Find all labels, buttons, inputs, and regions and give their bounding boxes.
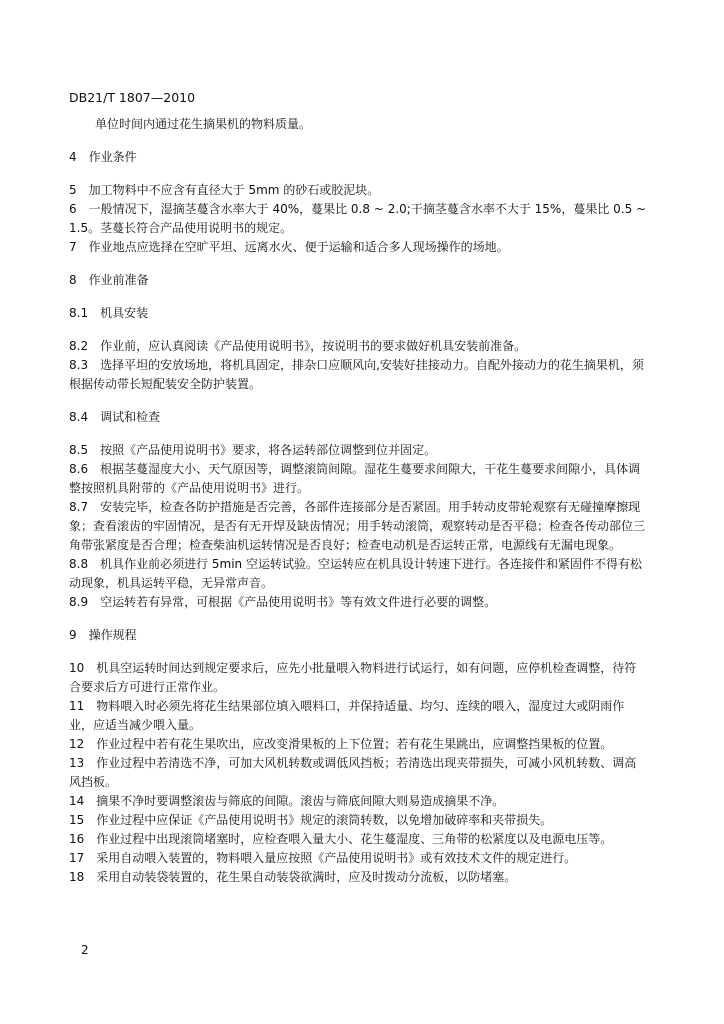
clause-12: 12 作业过程中若有花生果吹出，应改变滑果板的上下位置；若有花生果跳出，应调整挡果板的位置。 (69, 737, 613, 751)
section-4-heading: 4 作业条件 (69, 150, 137, 164)
standard-code: DB21/T 1807—2010 (69, 90, 196, 105)
clause-14: 14 摘果不净时要调整滚齿与筛底的间隙。滚齿与筛底间隙大则易造成摘果不净。 (69, 794, 505, 808)
subsection-8-1-heading: 8.1 机具安装 (69, 306, 149, 320)
clause-8-2: 8.2 作业前，应认真阅读《产品使用说明书》，按说明书的要求做好机具安装前准备。 (69, 339, 527, 353)
subsection-8-4-heading: 8.4 调试和检查 (69, 410, 161, 424)
clause-8-3: 8.3 选择平坦的安放场地，将机具固定，排杂口应顺风向,安装好挂接动力。自配外接动力的花生摘果机，须根据传动带长短配装安全防护装置。 (69, 358, 644, 391)
clause-6: 6 一般情况下，湿摘茎蔓含水率大于 40%，蔓果比 0.8 ~ 2.0;干摘茎蔓含水率不大于 15%，蔓果比 0.5 ~ 1.5。茎蔓长符合产品使用说明书的规定。 (69, 202, 647, 235)
section-8-heading: 8 作业前准备 (69, 273, 149, 287)
clause-8-8: 8.8 机具作业前必须进行 5min 空运转试验。空运转应在机具设计转速下进行。各连接件和紧固件不得有松动现象，机具运转平稳，无异常声音。 (69, 557, 642, 590)
definition-text: 单位时间内通过花生摘果机的物料质量。 (95, 117, 312, 131)
section-9-heading: 9 操作规程 (69, 628, 137, 642)
clause-10: 10 机具空运转时间达到规定要求后，应先小批量喂入物料进行试运行，如有问题，应停机检查调整，待符合要求后方可进行正常作业。 (69, 661, 637, 694)
clause-13: 13 作业过程中若清选不净，可加大风机转数或调低风挡板；若清选出现夹带损失，可减小风机转数、调高风挡板。 (69, 756, 637, 789)
clause-15: 15 作业过程中应保证《产品使用说明书》规定的滚筒转数，以免增加破碎率和夹带损失。 (69, 813, 553, 827)
clause-18: 18 采用自动装袋装置的，花生果自动装袋欲满时，应及时拨动分流板，以防堵塞。 (69, 870, 517, 884)
clause-8-9: 8.9 空运转若有异常，可根据《产品使用说明书》等有效文件进行必要的调整。 (69, 595, 497, 609)
document-body (69, 115, 647, 887)
page-number: 2 (81, 943, 89, 957)
clause-16: 16 作业过程中出现滚筒堵塞时，应检查喂入量大小、花生蔓湿度、三角带的松紧度以及电源电压等。 (69, 832, 613, 846)
clause-17: 17 采用自动喂入装置的，物料喂入量应按照《产品使用说明书》或有效技术文件的规定进行。 (69, 851, 577, 865)
clause-8-5: 8.5 按照《产品使用说明书》要求，将各运转部位调整到位并固定。 (69, 443, 437, 457)
clause-5: 5 加工物料中不应含有直径大于 5mm 的砂石或胶泥块。 (69, 183, 380, 197)
clause-8-6: 8.6 根据茎蔓湿度大小、天气原因等，调整滚筒间隙。湿花生蔓要求间隙大，干花生蔓要求间隙小，具体调整按照机具附带的《产品使用说明书》进行。 (69, 462, 641, 495)
clause-8-7: 8.7 安装完毕，检查各防护措施是否完善，各部件连接部分是否紧固。用手转动皮带轮观察有无碰撞摩擦现象；查看滚齿的牢固情况，是否有无开焊及缺齿情况；用手转动滚筒，观察转动是否平稳；检查各传动部位三角带张紧度是否合理；检查柴油机运转情况是否良好；检查电动机是否运转正常，电源线有无漏电现象。 (69, 500, 646, 552)
clause-11: 11 物料喂入时必须先将花生结果部位填入喂料口，并保持适量、均匀、连续的喂入，湿度过大或阴雨作业，应适当减少喂入量。 (69, 699, 625, 732)
clause-7: 7 作业地点应选择在空旷平坦、远离水火、便于运输和适合多人现场操作的场地。 (69, 240, 509, 254)
